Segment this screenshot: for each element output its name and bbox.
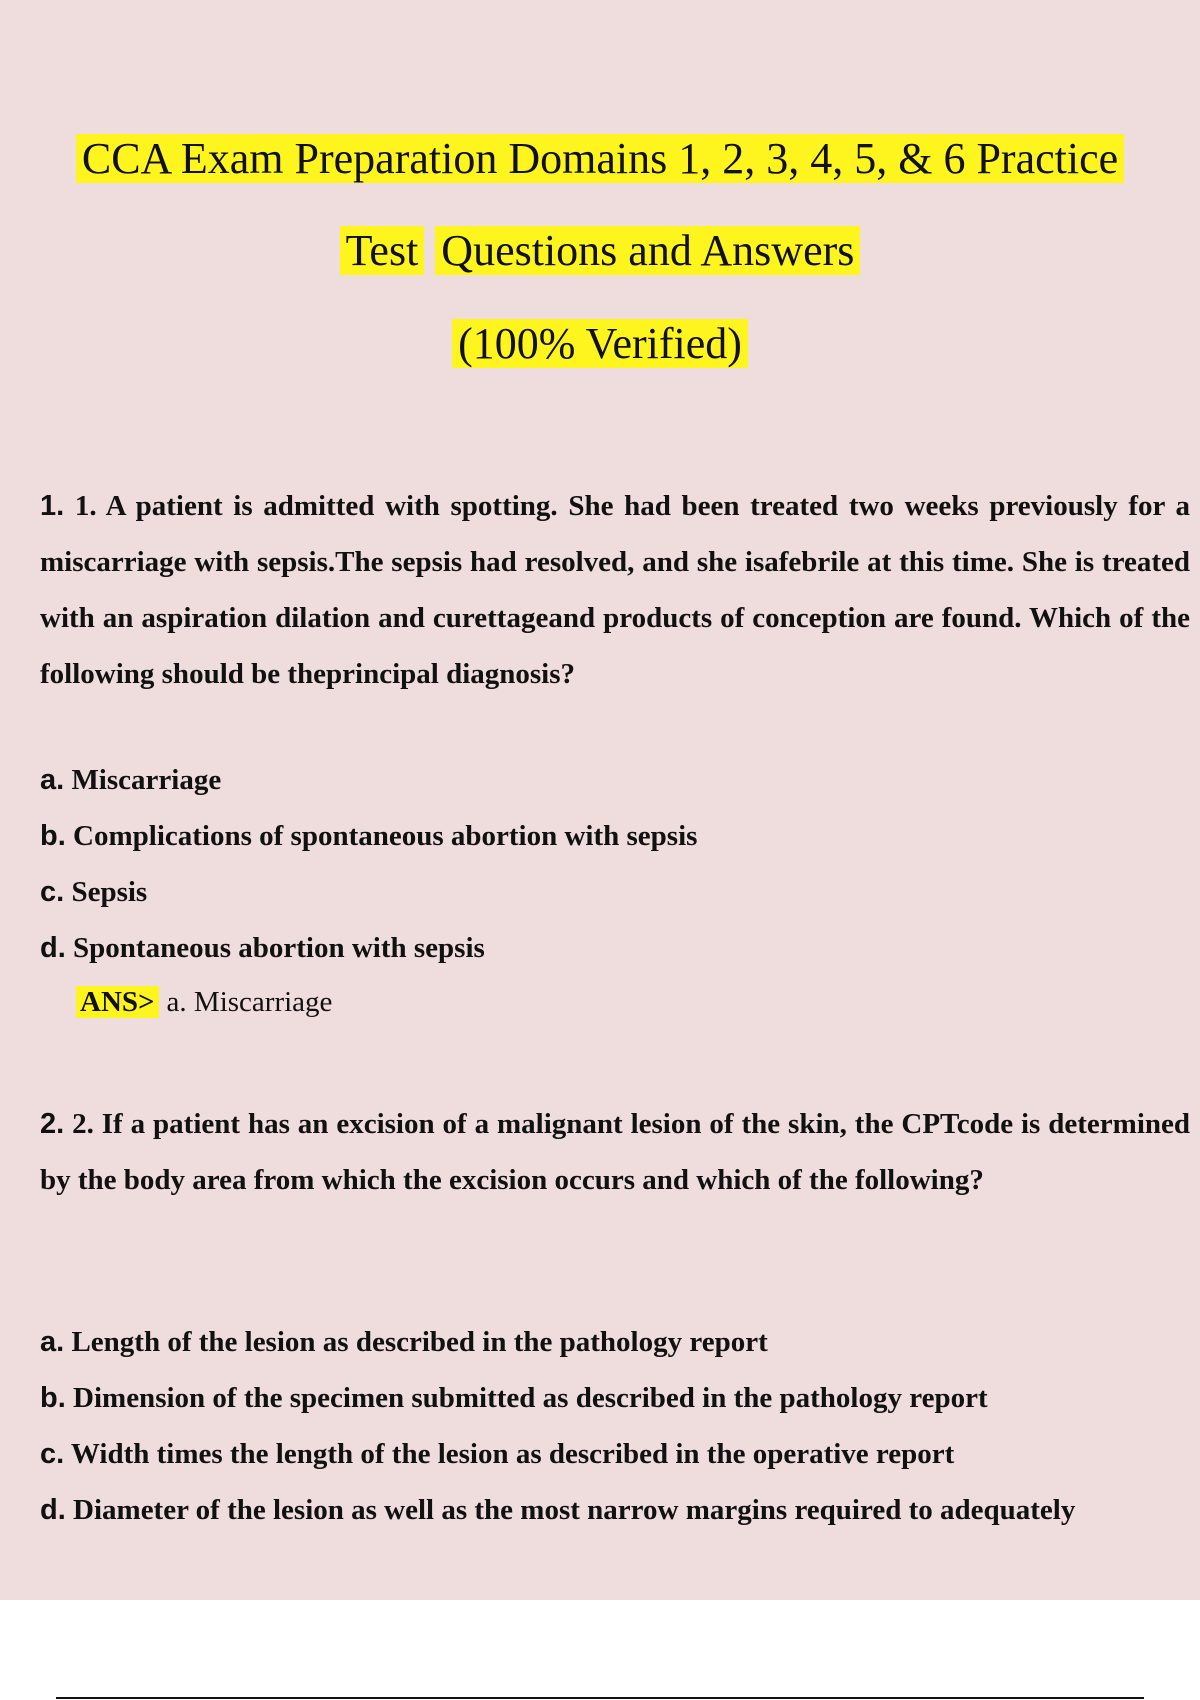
question-1-option-c: c. Sepsis [40, 876, 148, 908]
question-2-option-c: c. Width times the length of the lesion as described in the operative report [40, 1438, 955, 1470]
question-1-option-d: d. Spontaneous abortion with sepsis [40, 932, 485, 964]
document-title-line-2 [0, 220, 1200, 282]
question-2-option-d: d. Diameter of the lesion as well as the most narrow margins required to adequately [40, 1494, 1076, 1526]
question-1-text [40, 478, 1190, 702]
question-2-text [40, 1096, 1190, 1208]
title-highlight-1: CCA Exam Preparation Domains 1, 2, 3, 4, 5, & 6 Practice [76, 134, 1124, 183]
question-1-option-a: a. Miscarriage [40, 764, 222, 796]
document-title-line-3 [0, 313, 1200, 375]
question-1-body: 1. A patient is admitted with spotting. She had been treated two weeks previously for a miscarriage with sepsis.The sepsis had resolved, and she isafebrile at this time. She is treated with an aspiration dilation and curettageand products of conception are found. Which of the following should be theprincipal diagnosis? [40, 490, 1190, 690]
page-divider-line [56, 1697, 1144, 1699]
question-1-option-b: b. Complications of spontaneous abortion with sepsis [40, 820, 698, 852]
question-2-option-b: b. Dimension of the specimen submitted as described in the pathology report [40, 1382, 988, 1414]
question-2-option-a: a. Length of the lesion as described in the pathology report [40, 1326, 768, 1358]
title-highlight-2b: Questions and Answers [435, 226, 860, 275]
answer-text: a. Miscarriage [166, 986, 333, 1018]
title-highlight-3: (100% Verified) [452, 319, 748, 368]
title-highlight-2a: Test [340, 226, 425, 275]
question-1-number: 1. [40, 490, 65, 522]
question-2-body: 2. If a patient has an excision of a malignant lesion of the skin, the CPTcode is determined by the body area from which the excision occurs and which of the following? [40, 1108, 1190, 1196]
answer-label: ANS> [76, 986, 159, 1018]
question-1-answer [76, 974, 332, 1030]
question-2-number: 2. [40, 1108, 65, 1140]
document-title-line-1 [0, 128, 1200, 190]
